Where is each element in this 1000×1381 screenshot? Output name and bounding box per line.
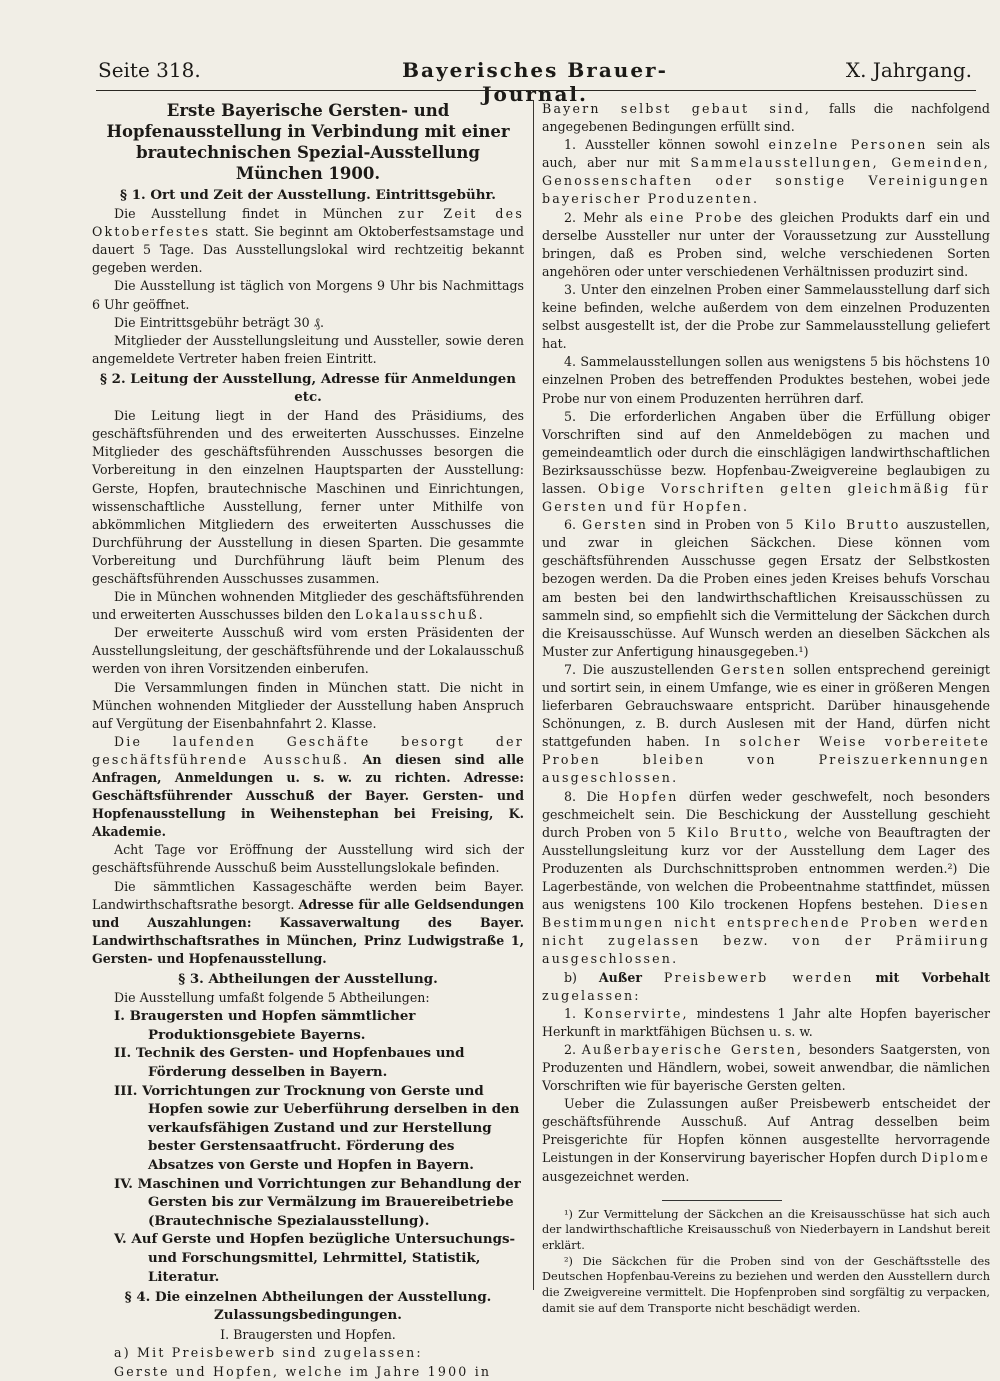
- paragraph: 5. Die erforderlichen Angaben über die Erfüllung obiger Vorschriften sind auf den Anmeldebögen zu machen und gemeindeamtlich oder durch die einschlägigen landwirthschaftlichen Bezirksausschüsse bezw. Hopfenbau-Zweigvereine beglaubigen zu lassen. Obige Vorschriften gelten gleichmäßig für Gersten und für Hopfen.: [542, 408, 990, 515]
- paragraph: 1. Aussteller können sowohl einzelne Personen sein als auch, aber nur mit Sammelausstellungen, Gemeinden, Genossenschaften oder sonstige Vereinigungen bayerischer Produzenten.: [542, 137, 990, 207]
- paragraph: 2. Mehr als eine Probe des gleichen Produkts darf ein und derselbe Aussteller nur unter der Voraussetzung zur Ausstellung bringen, daß es Proben sind, welche verschiedenen Sorten angehören oder unter verschiedenen Verhältnissen produzirt sind.: [542, 209, 990, 279]
- section-3-heading: § 3. Abtheilungen der Ausstellung.: [178, 971, 438, 988]
- paragraph: Der erweiterte Ausschuß wird vom ersten Präsidenten der Ausstellungsleitung, der geschäftsführende und der Lokalausschuß werden von ihren Vorsitzenden einberufen.: [92, 625, 524, 677]
- paragraph: Die Ausstellung findet in München zur Zeit des Oktoberfestes statt. Sie beginnt am Oktoberfestsamstage und dauert 5 Tage. Das Ausstellungslokal wird rechtzeitig bekannt gegeben werden.: [92, 206, 524, 276]
- division-item: III. Vorrichtungen zur Trocknung von Gerste und Hopfen sowie zur Ueberführung derselben in den verkaufsfähigen Zustand und zur Herstellung bester Gerstensaatfrucht. Förderung des Absatzes von Gerste und Hopfen in Bayern.: [114, 1082, 520, 1173]
- article-title: Erste Bayerische Gersten- und Hopfenausstellung in Verbindung mit einer brautechnischen Spezial-Ausstellung München 1900.: [106, 101, 510, 183]
- paragraph: 7. Die auszustellenden Gersten sollen entsprechend gereinigt und sortirt sein, in einem Umfange, wie es einer in größeren Mengen lieferbaren Gebrauchswaare entspricht. Darüber hinausgehende Schönungen, z. B. durch Auslesen mit der Hand, dürfen nicht stattgefunden haben. In solcher Weise vorbereitete Proben bleiben von Preiszuerkennungen ausgeschlossen.: [542, 661, 990, 786]
- footnote-rule: [662, 1200, 782, 1201]
- paragraph: Die Ausstellung ist täglich von Morgens 9 Uhr bis Nachmittags 6 Uhr geöffnet.: [92, 278, 524, 312]
- page-header: [0, 58, 1000, 106]
- paragraph: Gerste und Hopfen, welche im Jahre 1900 in: [114, 1363, 492, 1379]
- paragraph: 3. Unter den einzelnen Proben einer Sammelausstellung darf sich keine befinden, welche außerdem von dem einzelnen Produzenten selbst ausgestellt ist, der die Probe zur Sammelausstellung geliefert hat.: [542, 281, 990, 352]
- left-column: [92, 100, 524, 1379]
- paragraph: Die in München wohnenden Mitglieder des geschäftsführenden und erweiterten Ausschusses bilden den Lokalausschuß.: [92, 589, 524, 623]
- right-column: [542, 100, 991, 1315]
- subsection-heading: I. Braugersten und Hopfen.: [220, 1327, 396, 1343]
- paragraph: Ueber die Zulassungen außer Preisbewerb entscheidet der geschäftsführende Ausschuß. Auf Antrag desselben beim Preisgerichte für Hopfen können ausgestellte hervorragende Leistungen in der Konservirung bayerischer Hopfen durch Diplome ausgezeichnet werden.: [542, 1096, 990, 1184]
- footnote: ¹) Zur Vermittelung der Säckchen an die Kreisausschüsse hat sich auch der landwirthschaftliche Kreisausschuß von Niederbayern in Landshut bereit erklärt.: [542, 1207, 990, 1253]
- section-1-heading: § 1. Ort und Zeit der Ausstellung. Eintrittsgebühr.: [120, 187, 496, 203]
- section-4-heading: § 4. Die einzelnen Abtheilungen der Ausstellung. Zulassungsbedingungen.: [124, 1289, 492, 1324]
- paragraph: b) Außer Preisbewerb werden mit Vorbehalt zugelassen:: [542, 969, 991, 1003]
- volume-label: X. Jahrgang.: [845, 58, 972, 82]
- paragraph: 4. Sammelausstellungen sollen aus wenigstens 5 bis höchstens 10 einzelnen Proben des betreffenden Produktes bestehen, wobei jede Probe nur von einem Produzenten herrühren darf.: [542, 354, 990, 406]
- footnote: ²) Die Säckchen für die Proben sind von der Geschäftsstelle des Deutschen Hopfenbau-Vereins zu beziehen und werden den Ausstellern durch die Zweigvereine vermittelt. Die Hopfenproben sind sorgfältig zu verpacken, damit sie auf dem Transporte nicht beschädigt werden.: [542, 1254, 990, 1315]
- page-number: Seite 318.: [98, 58, 201, 82]
- division-item: I. Braugersten und Hopfen sämmtlicher Produktionsgebiete Bayerns.: [114, 1008, 416, 1043]
- paragraph: Bayern selbst gebaut sind, falls die nachfolgend angegebenen Bedingungen erfüllt sind.: [542, 101, 990, 135]
- paragraph: Die sämmtlichen Kassageschäfte werden beim Bayer. Landwirthschaftsrathe besorgt. Adresse für alle Geldsendungen und Auszahlungen: Kassaverwaltung des Bayer. Landwirthschaftsrathes in München, Prinz Ludwigstraße 1, Gersten- und Hopfenausstellung.: [92, 878, 524, 966]
- division-item: II. Technik des Gersten- und Hopfenbaues und Förderung desselben in Bayern.: [114, 1045, 465, 1080]
- paragraph: 8. Die Hopfen dürfen weder geschwefelt, noch besonders geschmeichelt sein. Die Beschickung der Ausstellung geschieht durch Proben von 5 Kilo Brutto, welche von Beauftragten der Ausstellungsleitung kurz vor der Ausstellung dem Lager des Produzenten als Durchschnittsproben entnommen werden.²) Die Lagerbestände, von welchen die Probeentnahme stattfindet, müssen aus wenigstens 100 Kilo trockenen Hopfens bestehen. Diesen Bestimmungen nicht entsprechende Proben werden nicht zugelassen bezw. von der Prämiirung ausgeschlossen.: [542, 788, 990, 967]
- paragraph: 1. Konservirte, mindestens 1 Jahr alte Hopfen bayerischer Herkunft in marktfähigen Büchsen u. s. w.: [542, 1005, 990, 1039]
- paragraph: Mitglieder der Ausstellungsleitung und Aussteller, sowie deren angemeldete Vertreter haben freien Eintritt.: [92, 332, 524, 366]
- section-2-heading: § 2. Leitung der Ausstellung, Adresse für Anmeldungen etc.: [100, 370, 516, 406]
- paragraph: a) Mit Preisbewerb sind zugelassen:: [114, 1345, 423, 1361]
- paragraph: Die Leitung liegt in der Hand des Präsidiums, des geschäftsführenden und des erweiterten Ausschusses. Einzelne Mitglieder des geschäftsführenden Ausschusses besorgen die Vorbereitung in den einzelnen Hauptsparten der Ausstellung: Gerste, Hopfen, brautechnische Maschinen und Einrichtungen, wissenschaftliche Ausstellung, ferner unter Mithilfe von abkömmlichen Mitgliedern des erweiterten Ausschusses die Durchführung der Ausstellung in diesen Sparten. Die gesammte Vorbereitung und Durchführung läuft beim Plenum des geschäftsführenden Ausschusses zusammen.: [92, 408, 524, 586]
- paragraph: 6. Gersten sind in Proben von 5 Kilo Brutto auszustellen, und zwar in gleichen Säckchen. Diese können vom geschäftsführenden Ausschusse gegen Ersatz der Selbstkosten bezogen werden. Da die Proben eines jeden Kreises behufs Vorschau am besten bei den landwirthschaftlichen Kreisausschüssen zu sammeln sind, so empfiehlt sich die Vermittelung der Säckchen durch die Kreisausschüsse. Auf Wunsch werden an dieselben Säckchen als Muster zur Anfertigung hinausgegeben.¹): [542, 517, 990, 659]
- journal-title: Bayerisches Brauer-Journal.: [402, 58, 668, 106]
- paragraph: Die Versammlungen finden in München statt. Die nicht in München wohnenden Mitglieder der Ausstellung haben Anspruch auf Vergütung der Eisenbahnfahrt 2. Klasse.: [92, 679, 524, 731]
- paragraph: Die Eintrittsgebühr beträgt 30 ₰.: [114, 314, 324, 330]
- paragraph: 2. Außerbayerische Gersten, besonders Saatgersten, von Produzenten und Händlern, wobei, soweit anwendbar, die nämlichen Vorschriften wie für bayerische Gersten gelten.: [542, 1041, 990, 1094]
- division-item: V. Auf Gerste und Hopfen bezügliche Untersuchungs- und Forschungsmittel, Lehrmittel, Statistik, Literatur.: [114, 1231, 516, 1285]
- paragraph: Die laufenden Geschäfte besorgt der geschäftsführende Ausschuß. An diesen sind alle Anfragen, Anmeldungen u. s. w. zu richten. Adresse: Geschäftsführender Ausschuß der Bayer. Gersten- und Hopfenausstellung in Weihenstephan bei Freising, K. Akademie.: [92, 733, 524, 840]
- column-divider: [533, 100, 534, 1290]
- paragraph: Acht Tage vor Eröffnung der Ausstellung wird sich der geschäftsführende Ausschuß beim Ausstellungslokale befinden.: [92, 842, 524, 876]
- division-item: IV. Maschinen und Vorrichtungen zur Behandlung der Gersten bis zur Vermälzung im Brauereibetriebe (Brautechnische Spezialausstellung).: [114, 1175, 521, 1229]
- header-rule: [96, 90, 976, 91]
- paragraph: Die Ausstellung umfaßt folgende 5 Abtheilungen:: [114, 990, 430, 1006]
